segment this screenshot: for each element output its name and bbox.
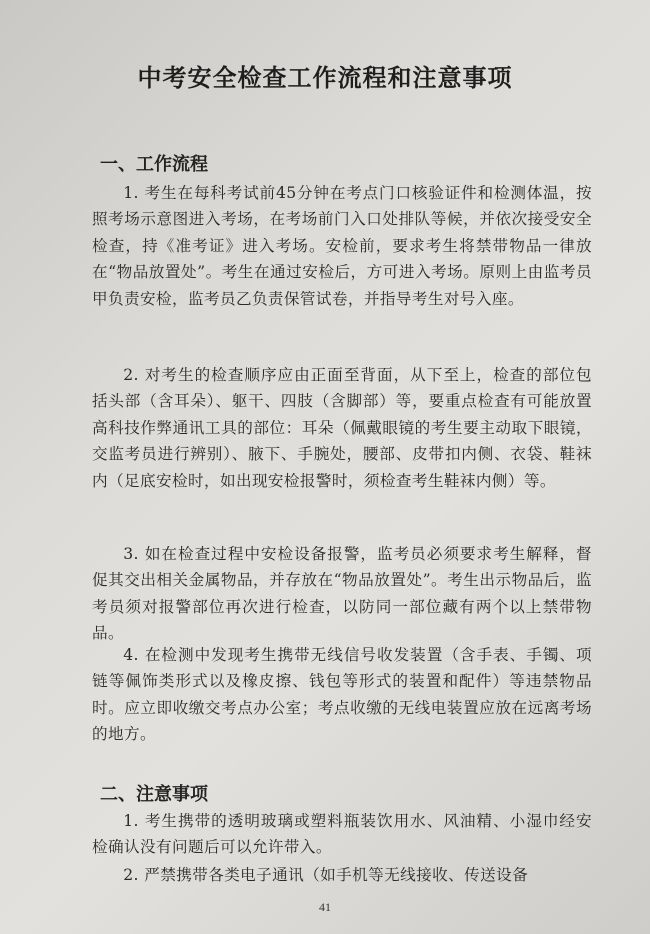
- page-title: 中考安全检查工作流程和注意事项: [137, 63, 513, 92]
- workflow-paragraph-4: 4. 在检测中发现考生携带无线信号收发装置（含手表、手镯、项链等佩饰类形式以及橡皮擦、钱包等形式的装置和配件）等违禁物品时。应立即收缴交考点办公室；考点收缴的无线电装置应放在远离考场的地方。: [92, 646, 592, 744]
- workflow-paragraph-1: 1. 考生在每科考试前45分钟在考点门口核验证件和检测体温，按照考场示意图进入考场，在考场前门入口处排队等候，并依次接受安全检查，持《准考证》进入考场。安检前，要求考生将禁带物品一律放在“物品放置处”。考生在通过安检后，方可进入考场。原则上由监考员甲负责安检，监考员乙负责保管试卷，并指导考生对号入座。: [92, 184, 592, 308]
- workflow-paragraph-3: 3. 如在检查过程中安检设备报警，监考员必须要求考生解释，督促其交出相关金属物品，并存放在“物品放置处”。考生出示物品后，监考员须对报警部位再次进行检查，以防同一部位藏有两个以上禁带物品。: [92, 545, 592, 643]
- page-number: 41: [319, 900, 331, 914]
- notes-paragraph-1: 1. 考生携带的透明玻璃或塑料瓶装饮用水、风油精、小湿巾经安检确认没有问题后可以允许带入。: [92, 812, 592, 857]
- workflow-paragraph-2: 2. 对考生的检查顺序应由正面至背面，从下至上，检查的部位包括头部（含耳朵）、躯干、四肢（含脚部）等，要重点检查有可能放置高科技作弊通讯工具的部位：耳朵（佩戴眼镜的考生要主动取下眼镜，交监考员进行辨别）、腋下、手腕处，腰部、皮带扣内侧、衣袋、鞋袜内（足底安检时，如出现安检报警时，须检查考生鞋袜内侧）等。: [92, 366, 592, 490]
- section-heading-workflow: 一、工作流程: [100, 154, 208, 175]
- section-heading-notes: 二、注意事项: [100, 784, 208, 805]
- notes-paragraph-2: 2. 严禁携带各类电子通讯（如手机等无线接收、传送设备: [123, 866, 529, 884]
